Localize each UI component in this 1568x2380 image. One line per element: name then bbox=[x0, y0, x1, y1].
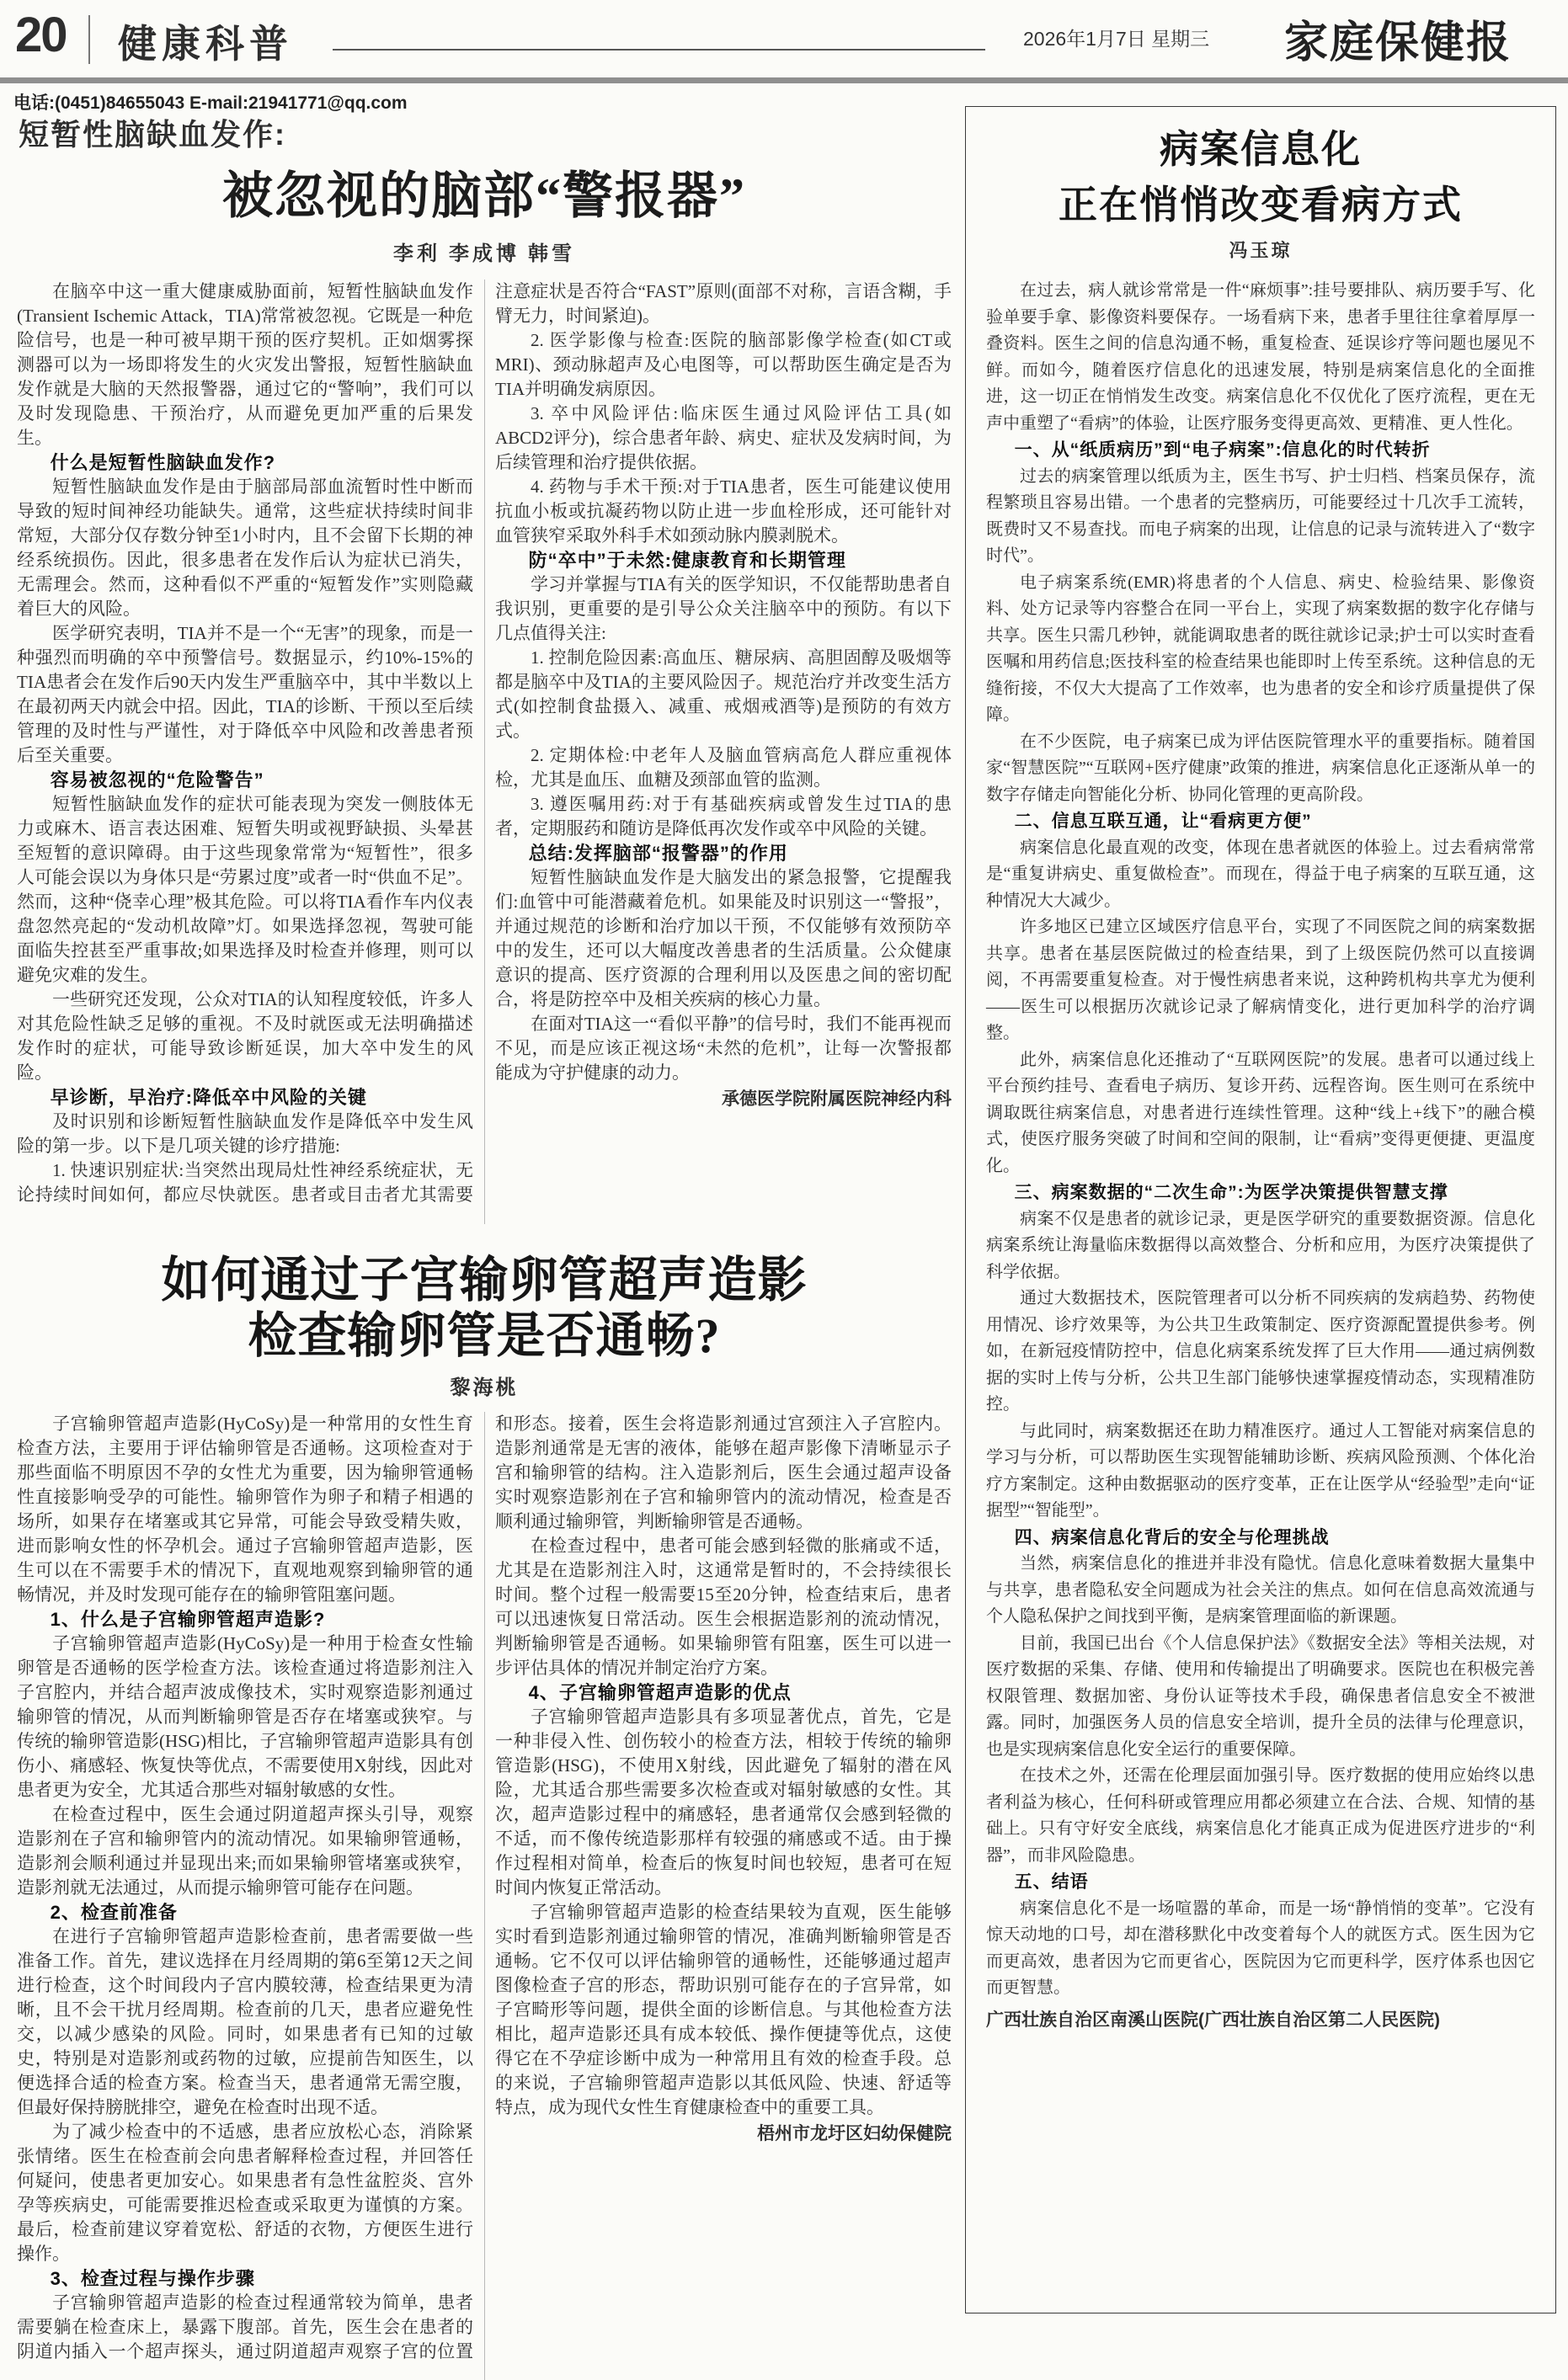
paragraph: 1. 快速识别症状:当突然出现局灶性神经系统症状，无论持续时间如何，都应尽快就医。患者或目击者尤其需要注意症状是否符合“FAST”原则(面部不对称，言语含糊，手臂无力，时间紧迫)。 bbox=[17, 281, 952, 1205]
paragraph: 子宫输卵管超声造影(HyCoSy)是一种用于检查女性输卵管是否通畅的医学检查方法。该检查通过将造影剂注入子宫腔内，并结合超声波成像技术，实时观察造影剂通过输卵管的情况，从而判断输卵管是否存在堵塞或狭窄。与传统的输卵管造影(HSG)相比，子宫输卵管超声造影具有创伤小、痛感轻、恢复快等优点，不需要使用X射线，因此对患者更为安全，尤其适合那些对辐射敏感的女性。 bbox=[17, 1633, 473, 1800]
paragraph: 4. 药物与手术干预:对于TIA患者，医生可能建议使用抗血小板或抗凝药物以防止进一步血栓形成，还可能针对血管狭窄采取外科手术如颈动脉内膜剥脱术。 bbox=[495, 477, 952, 546]
paragraph: 目前，我国已出台《个人信息保护法》《数据安全法》等相关法规，对医疗数据的采集、存储、使用和传输提出了明确要求。医院也在积极完善权限管理、数据加密、身份认证等技术手段，确保患者信息安全不被泄露。同时，加强医务人员的信息安全培训，提升全员的法律与伦理意识，也是实现病案信息化安全运行的重要保障。 bbox=[986, 1633, 1535, 1759]
paragraph: 与此同时，病案数据还在助力精准医疗。通过人工智能对病案信息的学习与分析，可以帮助医生实现智能辅助诊断、疾病风险预测、个体化治疗方案制定。这种由数据驱动的医疗变革，正在让医学从“经验型”走向“证据型”“智能型”。 bbox=[986, 1421, 1535, 1520]
author-affiliation-signature: 广西壮族自治区南溪山医院(广西壮族自治区第二人民医院) bbox=[986, 2010, 1440, 2030]
paragraph: 在技术之外，还需在伦理层面加强引导。医疗数据的使用应始终以患者利益为核心，任何科研或管理应用都必须建立在合法、合规、知情的基础上。只有守好安全底线，病案信息化才能真正成为促进医疗进步的“利器”，而非风险隐患。 bbox=[986, 1766, 1535, 1865]
section-heading: 三、病案数据的“二次生命”:为医学决策提供智慧支撑 bbox=[1014, 1183, 1448, 1202]
paragraph: 2. 医学影像与检查:医院的脑部影像学检查(如CT或MRI)、颈动脉超声及心电图等，可以帮助医生确定是否为TIA并明确发病原因。 bbox=[495, 330, 952, 399]
paragraph: 短暂性脑缺血发作是大脑发出的紧急报警，它提醒我们:血管中可能潜藏着危机。如果能及时识别这一“警报”，并通过规范的诊断和治疗加以干预，不仅能够有效预防卒中的发生，还可以大幅度改善患者的生活质量。公众健康意识的提高、医疗资源的合理利用以及医患之间的密切配合，将是防控卒中及相关疾病的核心力量。 bbox=[495, 867, 952, 1009]
paragraph: 子宫输卵管超声造影的检查结果较为直观，医生能够实时看到造影剂通过输卵管的情况，准确判断输卵管是否通畅。它不仅可以评估输卵管的通畅性，还能够通过超声图像检查子宫的形态，帮助识别可能存在的子宫异常，如子宫畸形等问题，提供全面的诊断信息。与其他检查方法相比，超声造影还具有成本较低、操作便捷等优点，这使得它在不孕症诊断中成为一种常用且有效的检查手段。总的来说，子宫输卵管超声造影以其低风险、快速、舒适等特点，成为现代女性生育健康检查中的重要工具。 bbox=[495, 1902, 952, 2117]
section-heading: 2、检查前准备 bbox=[50, 1902, 178, 1923]
article2-title-line2: 检查输卵管是否通畅? bbox=[248, 1308, 721, 1363]
section-heading: 4、子宫输卵管超声造影的优点 bbox=[528, 1682, 792, 1703]
article-tia bbox=[17, 111, 952, 1224]
article2-title-line1: 如何通过子宫输卵管超声造影 bbox=[161, 1253, 808, 1307]
paragraph: 短暂性脑缺血发作的症状可能表现为突发一侧肢体无力或麻木、语言表达困难、短暂失明或视野缺损、头晕甚至短暂的意识障碍。由于这些现象常常为“短暂性”，很多人可能会误以为身体只是“劳累过度”或者一时“供血不足”。然而，这种“侥幸心理”极其危险。可以将TIA看作车内仪表盘忽然亮起的“发动机故障”灯。如果选择忽视，驾驶可能面临失控甚至严重事故;如果选择及时检查并修理，则可以避免灾难的发生。 bbox=[17, 794, 473, 985]
section-heading: 3、检查过程与操作步骤 bbox=[50, 2268, 255, 2289]
article-medical-records-box bbox=[965, 106, 1556, 2313]
left-articles-region bbox=[17, 111, 952, 2380]
paragraph: 在过去，病人就诊常常是一件“麻烦事”:挂号要排队、病历要手写、化验单要手拿、影像资料要保存。一场看病下来，患者手里往往拿着厚厚一叠资料。医生之间的信息沟通不畅，重复检查、延误诊疗等问题也屡见不鲜。而如今，随着医疗信息化的迅速发展，特别是病案信息化的全面推进，这一切正在悄悄发生改变。病案信息化不仅优化了医疗流程，更在无声中重塑了“看病”的体验，让医疗服务变得更高效、更精准、更人性化。 bbox=[986, 281, 1535, 433]
article1-authors: 李利 李成博 韩雪 bbox=[393, 243, 575, 265]
section-heading: 一、从“纸质病历”到“电子病案”:信息化的时代转折 bbox=[1014, 440, 1431, 460]
section-heading: 防“卒中”于未然:健康教育和长期管理 bbox=[528, 550, 846, 571]
paragraph: 学习并掌握与TIA有关的医学知识，不仅能帮助患者自我识别，更重要的是引导公众关注脑卒中的预防。有以下几点值得关注: bbox=[495, 574, 952, 643]
paragraph: 3. 卒中风险评估:临床医生通过风险评估工具(如ABCD2评分)，综合患者年龄、病史、症状及发病时间，为后续管理和治疗提供依据。 bbox=[495, 403, 952, 472]
paragraph: 在面对TIA这一“看似平静”的信号时，我们不能再视而不见，而是应该正视这场“未然的危机”，让每一次警报都能成为守护健康的动力。 bbox=[495, 1014, 952, 1083]
paragraph: 一些研究还发现，公众对TIA的认知程度较低，许多人对其危险性缺乏足够的重视。不及时就医或无法明确描述发作时的症状，可能导致诊断延误，加大卒中发生的风险。 bbox=[17, 989, 473, 1083]
paragraph: 在脑卒中这一重大健康威胁面前，短暂性脑缺血发作(Transient Ischemic Attack，TIA)常常被忽视。它既是一种危险信号，也是一种可被早期干预的医疗契机。正如烟雾探测器可以为一场即将发生的火灾发出警报，短暂性脑缺血发作就是大脑的天然报警器，通过它的“警响”，我们可以及时发现隐患、干预治疗，从而避免更加严重的后果发生。 bbox=[17, 281, 473, 448]
paragraph: 1. 控制危险因素:高血压、糖尿病、高胆固醇及吸烟等都是脑卒中及TIA的主要风险因子。规范治疗并改变生活方式(如控制食盐摄入、减重、戒烟戒酒等)是预防的有效方式。 bbox=[495, 647, 952, 741]
paragraph: 病案信息化不是一场喧嚣的革命，而是一场“静悄悄的变革”。它没有惊天动地的口号，却在潜移默化中改变着每个人的就医方式。医生因为它而更高效，患者因为它而更省心，医院因为它而更科学，医疗体系也因它而更智慧。 bbox=[986, 1898, 1535, 1997]
article3-title-line2: 正在悄悄改变看病方式 bbox=[1059, 184, 1463, 226]
section-heading: 总结:发挥脑部“报警器”的作用 bbox=[528, 843, 788, 864]
paragraph: 3. 遵医嘱用药:对于有基础疾病或曾发生过TIA的患者，定期服药和随访是降低再次发作或卒中风险的关键。 bbox=[495, 794, 952, 839]
page-number: 20 bbox=[15, 8, 67, 62]
paragraph: 子宫输卵管超声造影的检查过程通常较为简单，患者需要躺在检查床上，暴露下腹部。首先，医生会在患者的阴道内插入一个超声探头，通过阴道超声观察子宫的位置和形态。接着，医生会将造影剂通过宫颈注入子宫腔内。造影剂通常是无害的液体，能够在超声影像下清晰显示子宫和输卵管的结构。注入造影剂后，医生会通过超声设备实时观察造影剂在子宫和输卵管内的流动情况，检查是否顺利通过输卵管，判断输卵管是否通畅。 bbox=[17, 1414, 952, 2361]
paragraph: 在进行子宫输卵管超声造影检查前，患者需要做一些准备工作。首先，建议选择在月经周期的第6至第12天之间进行检查，这个时间段内子宫内膜较薄，检查结果更为清晰，且不会干扰月经周期。检查前的几天，患者应避免性交，以减少感染的风险。同时，如果患者有已知的过敏史，特别是对造影剂或药物的过敏，应提前告知医生，以便选择合适的检查方案。检查当天，患者通常无需空腹，但最好保持膀胱排空，避免在检查时出现不适。 bbox=[17, 1926, 473, 2117]
masthead-divider bbox=[88, 15, 90, 64]
author-affiliation-signature: 承德医学院附属医院神经内科 bbox=[722, 1089, 952, 1109]
article2-body bbox=[17, 1412, 952, 2380]
paragraph: 病案不仅是患者的就诊记录，更是医学研究的重要数据资源。信息化病案系统让海量临床数据得以高效整合、分析和应用，为医疗决策提供了科学依据。 bbox=[986, 1209, 1535, 1281]
paragraph: 子宫输卵管超声造影具有多项显著优点，首先，它是一种非侵入性、创伤较小的检查方法，相较于传统的输卵管造影(HSG)，不使用X射线，因此避免了辐射的潜在风险，尤其适合那些需要多次检查或对辐射敏感的女性。其次，超声造影过程中的痛感轻，患者通常仅会感到轻微的不适，而不像传统造影那样有较强的痛感或不适。由于操作过程相对简单，检查后的恢复时间也较短，患者可在短时间内恢复正常活动。 bbox=[495, 1706, 952, 1898]
section-title: 健康科普 bbox=[118, 23, 293, 66]
section-heading: 二、信息互联互通，让“看病更方便” bbox=[1014, 812, 1312, 831]
paragraph: 过去的病案管理以纸质为主，医生书写、护士归档、档案员保存，流程繁琐且容易出错。一个患者的完整病历，可能要经过十几次手工流转，既费时又不易查找。而电子病案的出现，让信息的记录与流转进入了“数字时代”。 bbox=[986, 466, 1535, 565]
article1-kicker: 短暂性脑缺血发作: bbox=[19, 117, 286, 152]
contact-info: 电话:(0451)84655043 E-mail:21941771@qq.com bbox=[13, 93, 408, 113]
paragraph: 及时识别和诊断短暂性脑缺血发作是降低卒中发生风险的第一步。以下是几项关键的诊疗措施: bbox=[17, 1111, 473, 1156]
article3-body bbox=[986, 278, 1535, 2033]
paragraph: 在不少医院，电子病案已成为评估医院管理水平的重要指标。随着国家“智慧医院”“互联网+医疗健康”政策的推进，病案信息化正逐渐从单一的数字存储走向智能化分析、协同化管理的更高阶段。 bbox=[986, 732, 1535, 804]
article1-title: 被忽视的脑部“警报器” bbox=[222, 168, 746, 224]
paragraph: 电子病案系统(EMR)将患者的个人信息、病史、检验结果、影像资料、处方记录等内容整合在同一平台上，实现了病案数据的数字化存储与共享。医生只需几秒钟，就能调取患者的既往就诊记录;护士可以实时查看医嘱和用药信息;医技科室的检查结果也能即时上传至系统。这种信息的无缝衔接，不仅大大提高了工作效率，也为患者的安全和诊疗质量提供了保障。 bbox=[986, 572, 1535, 724]
paragraph: 2. 定期体检:中老年人及脑血管病高危人群应重视体检，尤其是血压、血糖及颈部血管的监测。 bbox=[495, 745, 952, 790]
header-thick-rule bbox=[0, 77, 1568, 83]
paragraph: 此外，病案信息化还推动了“互联网医院”的发展。患者可以通过线上平台预约挂号、查看电子病历、复诊开药、远程咨询。医生则可在系统中调取既往病案信息，对患者进行连续性管理。这种“线上+线下”的融合模式，使医疗服务突破了时间和空间的限制，让“看病”变得更便捷、更温度化。 bbox=[986, 1050, 1535, 1175]
paragraph: 在检查过程中，患者可能会感到轻微的胀痛或不适，尤其是在造影剂注入时，这通常是暂时的，不会持续很长时间。整个过程一般需要15至20分钟，检查结束后，患者可以迅速恢复日常活动。医生会根据造影剂的流动情况，判断输卵管是否通畅。如果输卵管有阻塞，医生可以进一步评估具体的情况并制定治疗方案。 bbox=[495, 1536, 952, 1678]
masthead-rule bbox=[333, 49, 985, 51]
article2-title-block bbox=[17, 1253, 952, 1400]
article-hycosy bbox=[17, 1253, 952, 2380]
section-heading: 五、结语 bbox=[1014, 1872, 1089, 1892]
author-affiliation-signature: 梧州市龙圩区妇幼保健院 bbox=[757, 2124, 952, 2143]
issue-date: 2026年1月7日 星期三 bbox=[1023, 28, 1210, 50]
newspaper-name: 家庭保健报 bbox=[1284, 19, 1512, 67]
article1-body bbox=[17, 280, 952, 1224]
paragraph: 在检查过程中，医生会通过阴道超声探头引导，观察造影剂在子宫和输卵管内的流动情况。如果输卵管通畅，造影剂会顺利通过并显现出来;而如果输卵管堵塞或狭窄，造影剂就无法通过，从而提示输卵管可能存在问题。 bbox=[17, 1804, 473, 1898]
section-heading: 什么是短暂性脑缺血发作? bbox=[50, 452, 276, 473]
paragraph: 当然，病案信息化的推进并非没有隐忧。信息化意味着数据大量集中与共享，患者隐私安全问题成为社会关注的焦点。如何在信息高效流通与个人隐私保护之间找到平衡，是病案管理面临的新课题。 bbox=[986, 1554, 1535, 1626]
section-heading: 1、什么是子宫输卵管超声造影? bbox=[50, 1609, 326, 1630]
section-heading: 容易被忽视的“危险警告” bbox=[50, 769, 264, 791]
article3-title-line1: 病案信息化 bbox=[1160, 128, 1362, 171]
paragraph: 子宫输卵管超声造影(HyCoSy)是一种常用的女性生育检查方法，主要用于评估输卵管是否通畅。这项检查对于那些面临不明原因不孕的女性尤为重要，因为输卵管通畅性直接影响受孕的可能性。输卵管作为卵子和精子相遇的场所，如果存在堵塞或其它异常，可能会导致受精失败，进而影响女性的怀孕机会。通过子宫输卵管超声造影，医生可以在不需要手术的情况下，直观地观察到输卵管的通畅情况，并及时发现可能存在的输卵管阻塞问题。 bbox=[17, 1414, 473, 1605]
paragraph: 许多地区已建立区域医疗信息平台，实现了不同医院之间的病案数据共享。患者在基层医院做过的检查结果，到了上级医院仍然可以直接调阅，不再需要重复检查。对于慢性病患者来说，这种跨机构共享尤为便利——医生可以根据历次就诊记录了解病情变化，进行更加科学的治疗调整。 bbox=[986, 918, 1535, 1042]
article2-author: 黎海桃 bbox=[450, 1377, 519, 1399]
article3-author: 冯玉琼 bbox=[1229, 240, 1293, 261]
paragraph: 短暂性脑缺血发作是由于脑部局部血流暂时性中断而导致的短时间神经功能缺失。通常，这些症状持续时间非常短，大部分仅存数分钟至1小时内，且不会留下长期的神经系统损伤。因此，很多患者在发作后认为症状已消失，无需理会。然而，这种看似不严重的“短暂发作”实则隐藏着巨大的风险。 bbox=[17, 477, 473, 619]
paragraph: 为了减少检查中的不适感，患者应放松心态，消除紧张情绪。医生在检查前会向患者解释检查过程，并回答任何疑问，使患者更加安心。如果患者有急性盆腔炎、宫外孕等疾病史，可能需要推迟检查或采取更为谨慎的方案。最后，检查前建议穿着宽松、舒适的衣物，方便医生进行操作。 bbox=[17, 2122, 473, 2264]
paragraph: 医学研究表明，TIA并不是一个“无害”的现象，而是一种强烈而明确的卒中预警信号。数据显示，约10%-15%的TIA患者会在发作后90天内发生严重脑卒中，其中半数以上在最初两天内就会中招。因此，TIA的诊断、干预以至后续管理的及时性与严谨性，对于降低卒中风险和改善患者预后至关重要。 bbox=[17, 623, 473, 765]
section-heading: 四、病案信息化背后的安全与伦理挑战 bbox=[1014, 1527, 1330, 1547]
paragraph: 通过大数据技术，医院管理者可以分析不同疾病的发病趋势、药物使用情况、诊疗效果等，为公共卫生政策制定、医疗资源配置提供参考。例如，在新冠疫情防控中，信息化病案系统发挥了巨大作用——通过病例数据的实时上传与分析，公共卫生部门能够快速掌握疫情动态，实现精准防控。 bbox=[986, 1289, 1535, 1414]
paragraph: 病案信息化最直观的改变，体现在患者就医的体验上。过去看病常常是“重复讲病史、重复做检查”。而现在，得益于电子病案的互联互通，这种情况大大减少。 bbox=[986, 838, 1535, 910]
section-heading: 早诊断，早治疗:降低卒中风险的关键 bbox=[50, 1087, 367, 1108]
masthead bbox=[0, 0, 1568, 77]
